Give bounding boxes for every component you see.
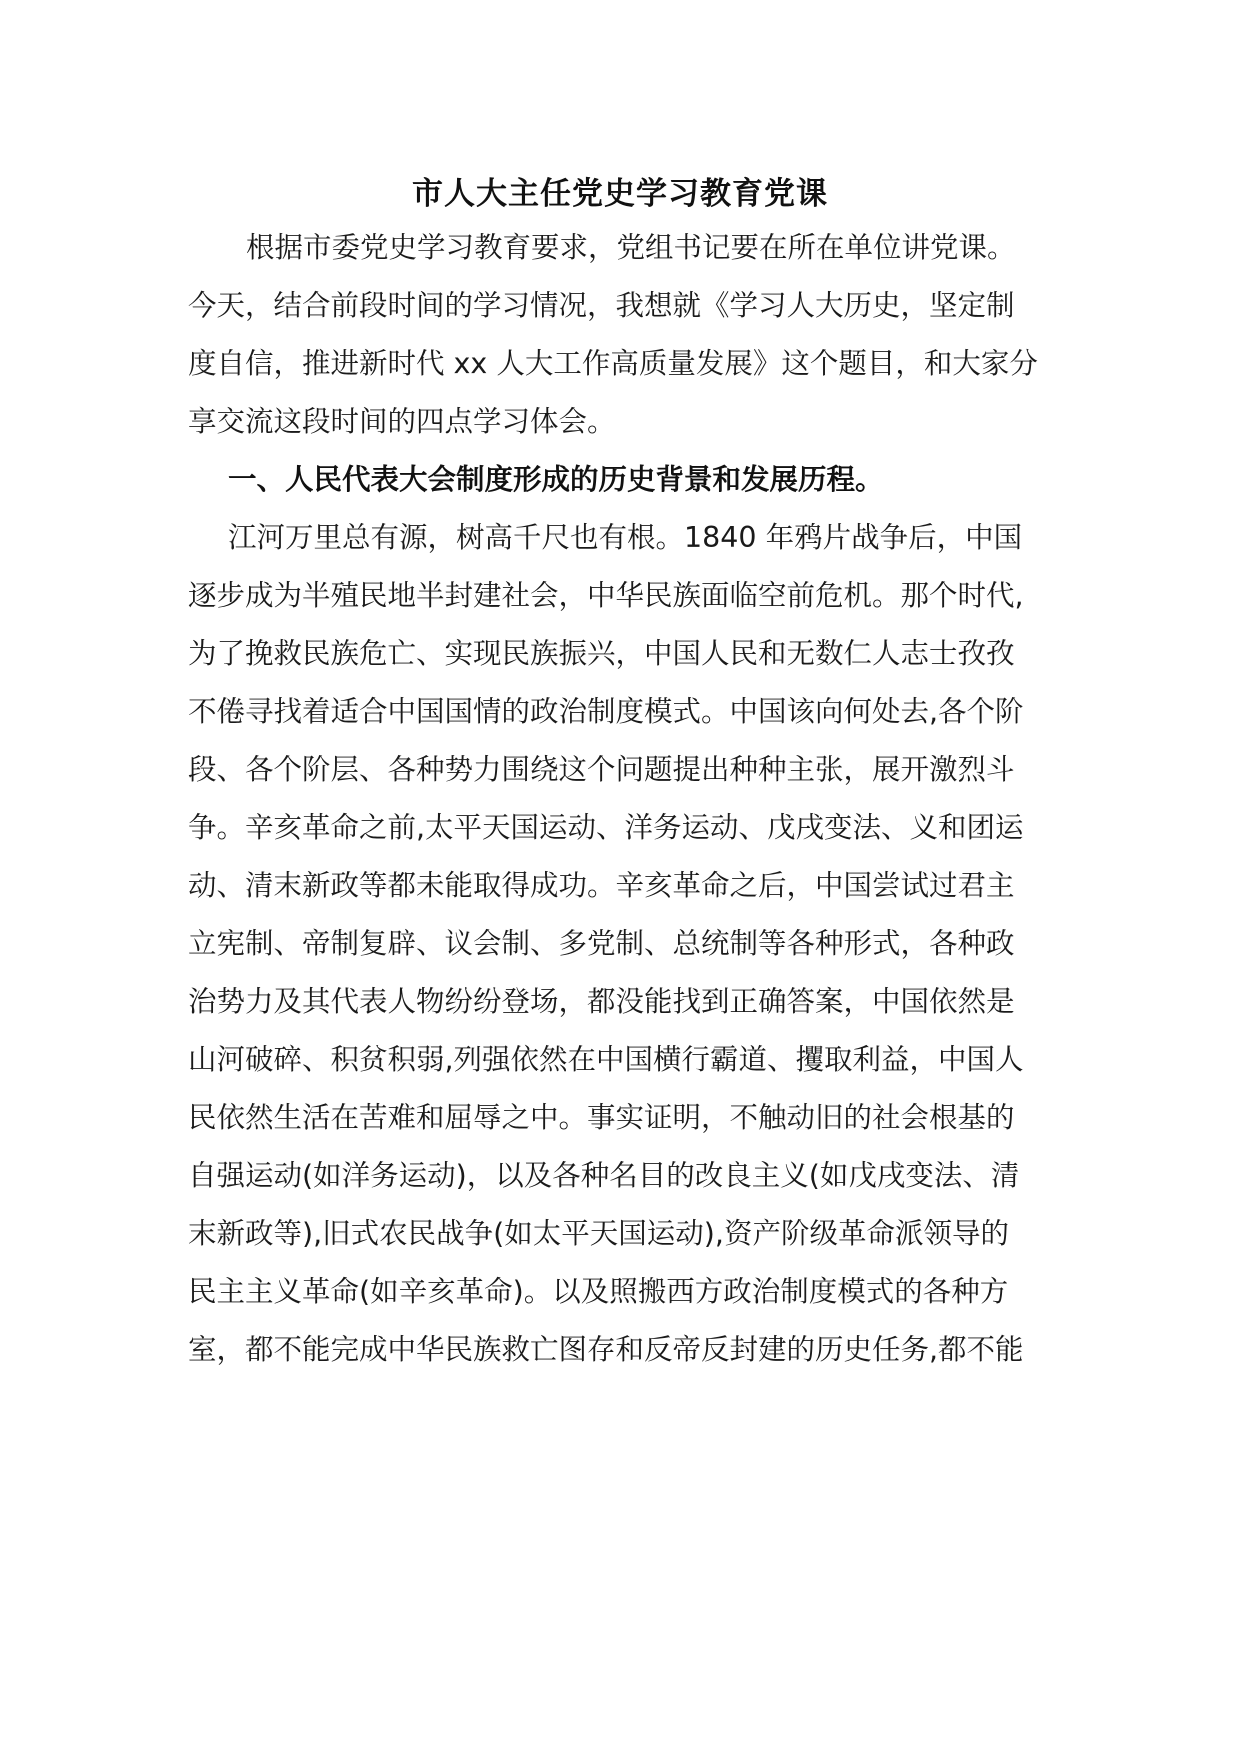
body-line-8: 立宪制、帝制复辟、议会制、多党制、总统制等各种形式，各种政: [188, 927, 1015, 960]
body-line-5: 段、各个阶层、各种势力围绕这个问题提出种种主张，展开激烈斗: [188, 753, 1015, 786]
body-line-7: 动、清末新政等都未能取得成功。辛亥革命之后，中国尝试过君主: [188, 869, 1015, 902]
body-line-2: 逐步成为半殖民地半封建社会，中华民族面临空前危机。那个时代,: [188, 579, 1024, 612]
body-line-6: 争。辛亥革命之前,太平天国运动、洋务运动、戊戌变法、义和团运: [188, 811, 1024, 844]
body-line-9: 治势力及其代表人物纷纷登场，都没能找到正确答案，中国依然是: [188, 985, 1015, 1018]
body-line-13: 末新政等),旧式农民战争(如太平天国运动),资产阶级革命派领导的: [188, 1217, 1009, 1250]
section-heading: 一、人民代表大会制度形成的历史背景和发展历程。: [228, 463, 884, 496]
body-line-12: 自强运动(如洋务运动)，以及各种名目的改良主义(如戊戌变法、清: [188, 1159, 1020, 1192]
intro-line-2: 今天，结合前段时间的学习情况，我想就《学习人大历史，坚定制: [188, 289, 1015, 322]
body-line-3: 为了挽救民族危亡、实现民族振兴，中国人民和无数仁人志士孜孜: [188, 637, 1015, 670]
body-line-11: 民依然生活在苦难和屈辱之中。事实证明，不触动旧的社会根基的: [188, 1101, 1015, 1134]
intro-line-3: 度自信，推进新时代 xx 人大工作高质量发展》这个题目，和大家分: [188, 347, 1038, 380]
intro-line-4: 享交流这段时间的四点学习体会。: [188, 405, 616, 438]
intro-line-1: 根据市委党史学习教育要求，党组书记要在所在单位讲党课。: [246, 231, 1016, 264]
document-title: 市人大主任党史学习教育党课: [412, 176, 828, 212]
body-line-15: 室，都不能完成中华民族救亡图存和反帝反封建的历史任务,都不能: [188, 1333, 1024, 1366]
body-line-1: 江河万里总有源，树高千尺也有根。1840 年鸦片战争后，中国: [228, 521, 1023, 554]
body-line-10: 山河破碎、积贫积弱,列强依然在中国横行霸道、攫取利益，中国人: [188, 1043, 1024, 1076]
body-line-14: 民主主义革命(如辛亥革命)。以及照搬西方政治制度模式的各种方: [188, 1275, 1009, 1308]
body-line-4: 不倦寻找着适合中国国情的政治制度模式。中国该向何处去,各个阶: [188, 695, 1024, 728]
